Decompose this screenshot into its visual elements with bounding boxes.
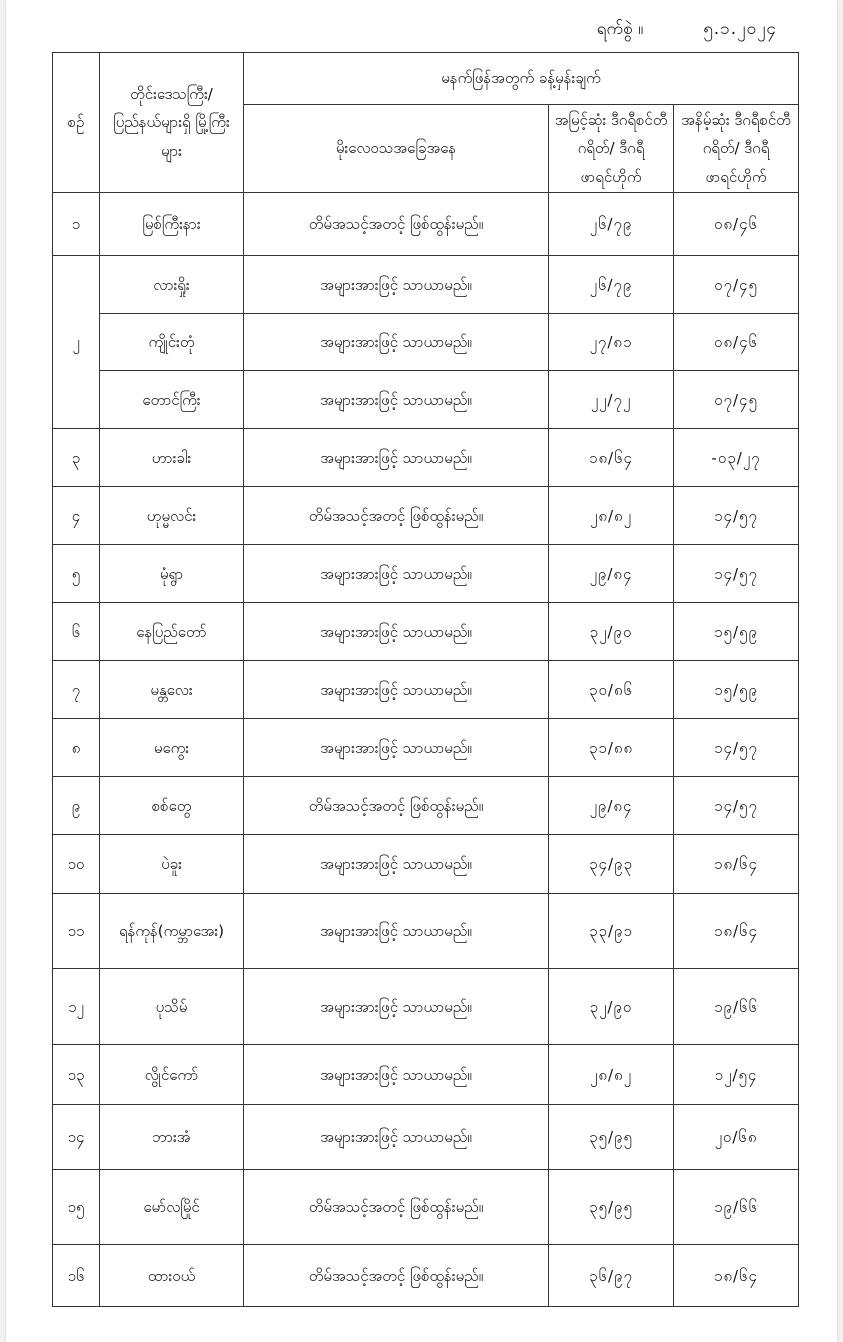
table-row xyxy=(53,256,799,314)
city-name: လွိုင်ကော် xyxy=(100,1045,244,1105)
weather-condition: အများအားဖြင့် သာယာမည်။ xyxy=(244,314,549,371)
table-row xyxy=(53,719,799,777)
max-temp: ၂၈/၈၂ xyxy=(549,487,674,545)
city-name: မုံရွာ xyxy=(100,545,244,603)
date-label: ရက်စွဲ ။ xyxy=(596,18,644,39)
max-temp: ၃၀/၈၆ xyxy=(549,661,674,719)
min-temp: ၁၄/၅၇ xyxy=(674,545,799,603)
min-temp: ၁၈/၆၄ xyxy=(674,894,799,969)
min-temp: ၀၇/၄၅ xyxy=(674,371,799,429)
table-row xyxy=(53,487,799,545)
min-temp: ၁၂/၅၄ xyxy=(674,1045,799,1105)
min-temp: ၁၄/၅၇ xyxy=(674,777,799,835)
row-number: ၉ xyxy=(53,777,100,835)
weather-condition: အများအားဖြင့် သာယာမည်။ xyxy=(244,719,549,777)
city-name: ထားဝယ် xyxy=(100,1245,244,1307)
row-number: ၁၁ xyxy=(53,894,100,969)
max-temp: ၂၈/၈၂ xyxy=(549,1045,674,1105)
max-temp: ၂၂/၇၂ xyxy=(549,371,674,429)
city-name: မော်လမြိုင် xyxy=(100,1170,244,1245)
row-number: ၁၃ xyxy=(53,1045,100,1105)
row-number: ၃ xyxy=(53,429,100,487)
table-row xyxy=(53,314,799,371)
table-row xyxy=(53,603,799,661)
city-name: ဟုမ္မလင်း xyxy=(100,487,244,545)
min-temp: ၁၄/၅၇ xyxy=(674,487,799,545)
min-temp: ၂၀/၆၈ xyxy=(674,1105,799,1170)
row-number: ၁၄ xyxy=(53,1105,100,1170)
row-number: ၅ xyxy=(53,545,100,603)
city-name: လားရှိုး xyxy=(100,256,244,314)
max-temp: ၃၁/၈၈ xyxy=(549,719,674,777)
weather-condition: အများအားဖြင့် သာယာမည်။ xyxy=(244,545,549,603)
table-row xyxy=(53,193,799,256)
forecast-table xyxy=(52,52,799,1307)
row-number: ၁၀ xyxy=(53,835,100,894)
weather-condition: အများအားဖြင့် သာယာမည်။ xyxy=(244,1105,549,1170)
max-temp: ၃၆/၉၇ xyxy=(549,1245,674,1307)
city-name: စစ်တွေ xyxy=(100,777,244,835)
header-region: တိုင်းဒေသကြီး/ ပြည်နယ်များရှိ မြို့ကြီးများ xyxy=(100,53,244,193)
max-temp: ၃၅/၉၅ xyxy=(549,1170,674,1245)
weather-condition: အများအားဖြင့် သာယာမည်။ xyxy=(244,894,549,969)
max-temp: ၃၂/၉၀ xyxy=(549,603,674,661)
city-name: ကျိုင်းတုံ xyxy=(100,314,244,371)
weather-condition: တိမ်အသင့်အတင့် ဖြစ်ထွန်းမည်။ xyxy=(244,193,549,256)
table-row xyxy=(53,1170,799,1245)
weather-condition: အများအားဖြင့် သာယာမည်။ xyxy=(244,371,549,429)
city-name: ရန်ကုန်(ကမ္ဘာအေး) xyxy=(100,894,244,969)
max-temp: ၃၅/၉၅ xyxy=(549,1105,674,1170)
max-temp: ၂၉/၈၄ xyxy=(549,777,674,835)
city-name: ပုသိမ် xyxy=(100,969,244,1045)
header-forecast: မနက်ဖြန်အတွက် ခန့်မှန်းချက် xyxy=(244,53,799,105)
table-row xyxy=(53,1245,799,1307)
header-weather: မိုးလေဝသအခြေအနေ xyxy=(244,105,549,193)
weather-condition: အများအားဖြင့် သာယာမည်။ xyxy=(244,429,549,487)
table-row xyxy=(53,777,799,835)
row-number: ၁၂ xyxy=(53,969,100,1045)
table-row xyxy=(53,894,799,969)
row-number: ၁ xyxy=(53,193,100,256)
date-value: ၅.၁.၂၀၂၄ xyxy=(703,18,777,39)
row-number: ၄ xyxy=(53,487,100,545)
header-no: စဉ် xyxy=(53,53,100,193)
min-temp: ၁၅/၅၉ xyxy=(674,603,799,661)
min-temp: -၀၃/၂၇ xyxy=(674,429,799,487)
max-temp: ၃၂/၉၀ xyxy=(549,969,674,1045)
min-temp: ၀၈/၄၆ xyxy=(674,193,799,256)
table-row xyxy=(53,429,799,487)
max-temp: ၂၇/၈၁ xyxy=(549,314,674,371)
weather-condition: အများအားဖြင့် သာယာမည်။ xyxy=(244,835,549,894)
min-temp: ၁၈/၆၄ xyxy=(674,835,799,894)
row-number: ၁၅ xyxy=(53,1170,100,1245)
table-row xyxy=(53,1105,799,1170)
min-temp: ၁၈/၆၄ xyxy=(674,1245,799,1307)
weather-condition: အများအားဖြင့် သာယာမည်။ xyxy=(244,603,549,661)
max-temp: ၂၆/၇၉ xyxy=(549,256,674,314)
city-name: မန္တလေး xyxy=(100,661,244,719)
max-temp: ၃၄/၉၃ xyxy=(549,835,674,894)
weather-condition: တိမ်အသင့်အတင့် ဖြစ်ထွန်းမည်။ xyxy=(244,1245,549,1307)
min-temp: ၁၉/၆၆ xyxy=(674,969,799,1045)
weather-condition: အများအားဖြင့် သာယာမည်။ xyxy=(244,256,549,314)
city-name: ဟားခါး xyxy=(100,429,244,487)
table-row xyxy=(53,371,799,429)
min-temp: ၀၈/၄၆ xyxy=(674,314,799,371)
row-number: ၆ xyxy=(53,603,100,661)
table-row xyxy=(53,1045,799,1105)
city-name: မြစ်ကြီးနား xyxy=(100,193,244,256)
min-temp: ၁၄/၅၇ xyxy=(674,719,799,777)
table-row xyxy=(53,545,799,603)
weather-condition: တိမ်အသင့်အတင့် ဖြစ်ထွန်းမည်။ xyxy=(244,1170,549,1245)
weather-condition: အများအားဖြင့် သာယာမည်။ xyxy=(244,661,549,719)
city-name: ပဲခူး xyxy=(100,835,244,894)
weather-condition: အများအားဖြင့် သာယာမည်။ xyxy=(244,1045,549,1105)
min-temp: ၀၇/၄၅ xyxy=(674,256,799,314)
city-name: နေပြည်တော် xyxy=(100,603,244,661)
weather-condition: တိမ်အသင့်အတင့် ဖြစ်ထွန်းမည်။ xyxy=(244,487,549,545)
city-name: မကွေး xyxy=(100,719,244,777)
table-row xyxy=(53,969,799,1045)
min-temp: ၁၅/၅၉ xyxy=(674,661,799,719)
row-number: ၈ xyxy=(53,719,100,777)
city-name: ဘားအံ xyxy=(100,1105,244,1170)
max-temp: ၃၃/၉၁ xyxy=(549,894,674,969)
table-row xyxy=(53,661,799,719)
date-line xyxy=(597,10,777,50)
max-temp: ၂၉/၈၄ xyxy=(549,545,674,603)
document-page xyxy=(6,0,837,1342)
weather-condition: အများအားဖြင့် သာယာမည်။ xyxy=(244,969,549,1045)
min-temp: ၁၉/၆၆ xyxy=(674,1170,799,1245)
table-row xyxy=(53,835,799,894)
header-min-temp: အနိမ့်ဆုံး ဒီဂရီစင်တီဂရိတ်/ ဒီဂရီဖာရင်ဟိုက် xyxy=(674,105,799,193)
max-temp: ၁၈/၆၄ xyxy=(549,429,674,487)
header-max-temp: အမြင့်ဆုံး ဒီဂရီစင်တီဂရိတ်/ ဒီဂရီဖာရင်ဟိုက် xyxy=(549,105,674,193)
city-name: တောင်ကြီး xyxy=(100,371,244,429)
weather-condition: တိမ်အသင့်အတင့် ဖြစ်ထွန်းမည်။ xyxy=(244,777,549,835)
max-temp: ၂၆/၇၉ xyxy=(549,193,674,256)
row-number: ၁၆ xyxy=(53,1245,100,1307)
row-number: ၇ xyxy=(53,661,100,719)
row-number: ၂ xyxy=(53,256,100,429)
